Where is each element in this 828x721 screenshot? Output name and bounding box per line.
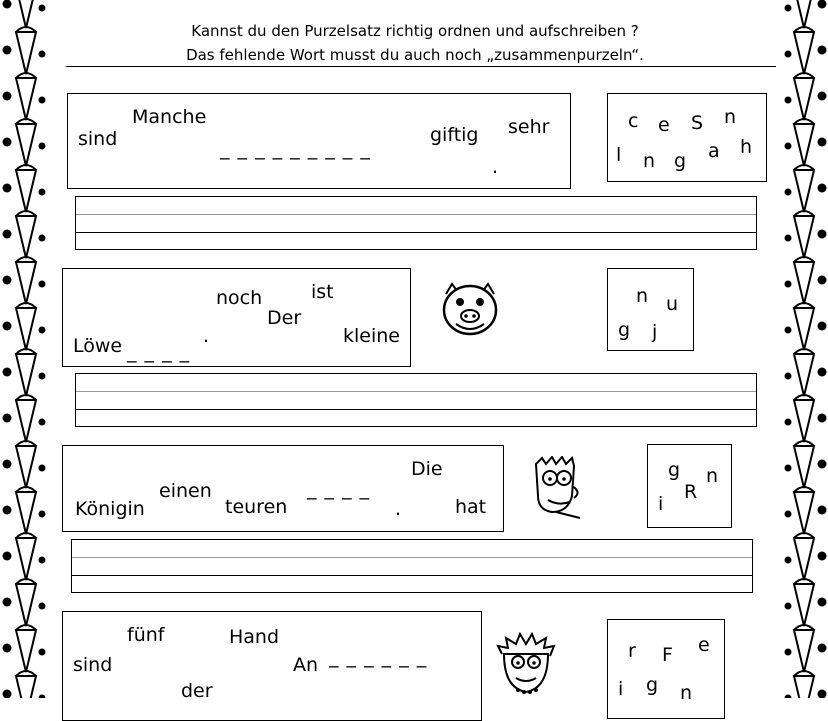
- word: Manche: [132, 106, 207, 128]
- letter: n: [706, 465, 719, 487]
- cone-motif: [3, 119, 46, 166]
- word-box-1: [67, 93, 571, 189]
- cone-motif: [3, 27, 46, 74]
- cone-motif: [785, 27, 827, 74]
- word-box-2: [62, 268, 411, 367]
- cone-motif: [3, 671, 46, 698]
- letter: g: [646, 674, 659, 696]
- right-border-pattern: [778, 0, 828, 698]
- word-box-4: [62, 611, 482, 721]
- instruction-line-2: Das fehlende Wort musst du auch noch „zusammenpurzeln“.: [186, 46, 644, 64]
- letter: n: [643, 150, 656, 172]
- period: .: [395, 498, 402, 520]
- word: einen: [159, 480, 212, 502]
- word: Löwe: [73, 335, 123, 357]
- cone-motif: [785, 303, 827, 350]
- word: sehr: [508, 116, 550, 138]
- girl-face-icon: [496, 632, 556, 698]
- cone-motif: [3, 165, 46, 212]
- letter: j: [652, 321, 658, 343]
- letter: g: [674, 150, 687, 172]
- word: sind: [78, 128, 118, 150]
- letter: c: [628, 110, 639, 132]
- cone-pattern-icon: [0, 0, 50, 698]
- letter: R: [684, 481, 698, 503]
- letter: n: [680, 682, 693, 704]
- word: giftig: [430, 124, 479, 146]
- left-border-pattern: [0, 0, 50, 698]
- cone-motif: [785, 211, 827, 258]
- cone-pattern-icon: [778, 0, 828, 698]
- word: kleine: [343, 325, 400, 347]
- word: An: [293, 654, 319, 676]
- letter: n: [724, 106, 737, 128]
- cone-motif: [785, 257, 827, 304]
- word: Der: [267, 307, 302, 329]
- cone-motif: [3, 73, 46, 120]
- cone-motif: [3, 395, 46, 442]
- missing-word-blank: _ _ _ _: [127, 341, 191, 363]
- cone-motif: [785, 349, 827, 396]
- cone-motif: [3, 257, 46, 304]
- cone-motif: [785, 119, 827, 166]
- period: .: [492, 156, 499, 178]
- period: .: [203, 325, 210, 347]
- missing-word-blank: _ _ _ _ _ _ _ _ _: [220, 138, 371, 160]
- letter-box-3: [647, 444, 732, 528]
- letter: e: [698, 634, 710, 656]
- letter-box-4: [607, 619, 725, 719]
- letter-box-2: [607, 268, 694, 351]
- word: ist: [311, 281, 334, 303]
- letter: u: [666, 293, 679, 315]
- cone-motif: [3, 0, 46, 28]
- letter-box-1: [607, 93, 767, 182]
- cone-motif: [785, 0, 827, 28]
- word: sind: [73, 654, 113, 676]
- word: fünf: [127, 624, 165, 646]
- letter: l: [616, 144, 622, 166]
- cone-motif: [785, 625, 827, 672]
- letter: e: [658, 114, 670, 136]
- cone-motif: [3, 441, 46, 488]
- letter: i: [658, 493, 664, 515]
- word: noch: [216, 287, 263, 309]
- writing-lines-1[interactable]: [75, 196, 757, 250]
- cone-motif: [3, 579, 46, 626]
- cone-motif: [785, 671, 827, 698]
- word: Die: [411, 458, 443, 480]
- word: teuren: [225, 496, 288, 518]
- word: Hand: [229, 626, 280, 648]
- missing-word-blank: _ _ _ _ _ _: [329, 646, 428, 668]
- word: Königin: [75, 498, 145, 520]
- letter: r: [628, 640, 636, 662]
- cone-motif: [785, 533, 827, 580]
- letter: h: [740, 136, 753, 158]
- cone-motif: [785, 487, 827, 534]
- cone-motif: [3, 487, 46, 534]
- writing-lines-3[interactable]: [71, 539, 753, 593]
- letter: i: [618, 678, 624, 700]
- writing-lines-2[interactable]: [75, 373, 757, 427]
- cone-motif: [785, 73, 827, 120]
- cone-motif: [785, 579, 827, 626]
- boy-face-icon: [528, 456, 590, 520]
- cone-motif: [785, 441, 827, 488]
- cone-motif: [785, 395, 827, 442]
- letter: n: [636, 285, 649, 307]
- word: der: [181, 680, 213, 702]
- cone-motif: [785, 165, 827, 212]
- letter: S: [691, 112, 704, 134]
- letter: g: [668, 459, 681, 481]
- cone-motif: [3, 349, 46, 396]
- cone-motif: [3, 625, 46, 672]
- letter: F: [662, 644, 673, 666]
- word: hat: [455, 496, 487, 518]
- cone-motif: [3, 211, 46, 258]
- cone-motif: [3, 533, 46, 580]
- letter: g: [618, 319, 631, 341]
- header-divider: [66, 66, 776, 67]
- letter: a: [708, 140, 720, 162]
- word-box-3: [62, 445, 504, 532]
- instruction-line-1: Kannst du den Purzelsatz richtig ordnen und aufschreiben ?: [191, 22, 639, 40]
- pig-face-icon: [438, 280, 502, 340]
- cone-motif: [3, 303, 46, 350]
- missing-word-blank: _ _ _ _: [307, 478, 371, 500]
